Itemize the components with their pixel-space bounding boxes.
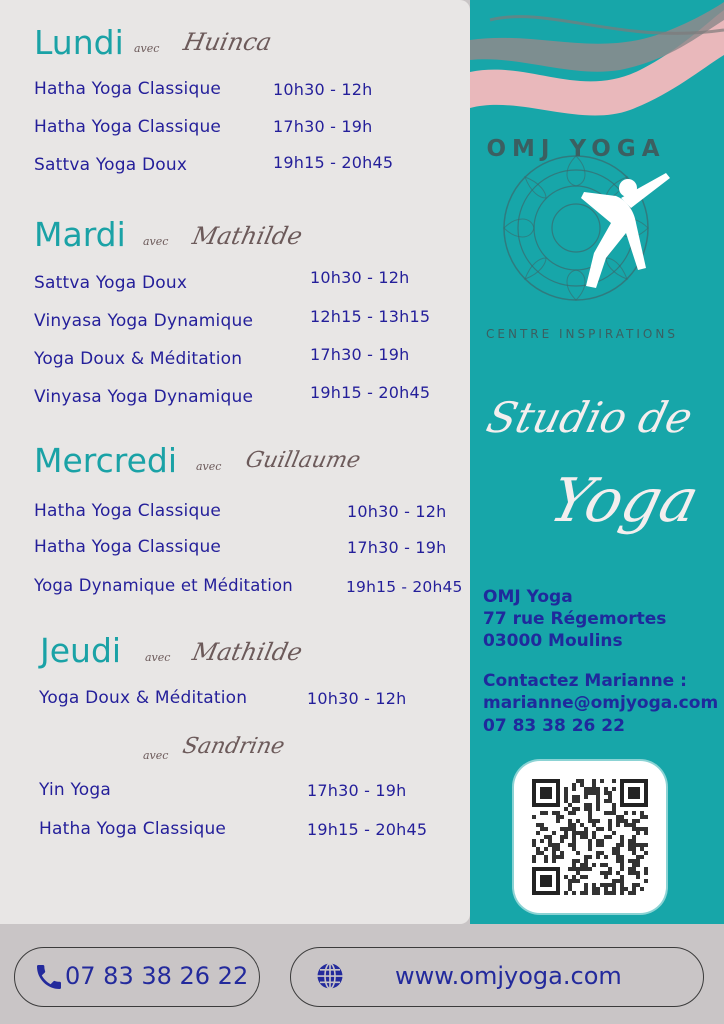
class-name: Hatha Yoga Classique — [34, 79, 222, 99]
day-title-jeudi: Jeudi — [40, 631, 122, 670]
class-name: Vinyasa Yoga Dynamique — [34, 311, 254, 331]
contact-email[interactable]: marianne@omjyoga.com — [483, 693, 719, 713]
class-time: 19h15 - 20h45 — [307, 820, 428, 839]
address-street: 77 rue Régemortes — [483, 609, 667, 629]
class-time: 10h30 - 12h — [307, 689, 407, 708]
avec-label: avec — [143, 235, 169, 248]
day-title-mardi: Mardi — [34, 215, 126, 254]
teacher-name: Sandrine — [180, 734, 287, 759]
class-time: 19h15 - 20h45 — [346, 578, 463, 596]
class-name: Yoga Doux & Méditation — [34, 349, 243, 369]
avec-label: avec — [145, 651, 171, 664]
class-time: 10h30 - 12h — [347, 502, 447, 521]
info-sidebar — [470, 0, 724, 924]
class-time: 19h15 - 20h45 — [273, 153, 394, 172]
class-time: 10h30 - 12h — [310, 268, 410, 287]
day-title-lundi: Lundi — [34, 23, 124, 62]
class-time: 17h30 - 19h — [273, 117, 373, 136]
teacher-name: Mathilde — [190, 638, 305, 666]
ribbon-decoration — [470, 0, 724, 140]
footer-phone-pill[interactable] — [14, 947, 260, 1007]
avec-label: avec — [196, 460, 222, 473]
qr-code-pattern — [532, 779, 648, 895]
class-time: 17h30 - 19h — [307, 781, 407, 800]
address-city: 03000 Moulins — [483, 631, 623, 651]
class-name: Vinyasa Yoga Dynamique — [34, 387, 254, 407]
contact-label: Contactez Marianne : — [483, 671, 687, 691]
avec-label: avec — [134, 42, 160, 55]
class-name: Sattva Yoga Doux — [34, 273, 188, 293]
footer-website-pill[interactable] — [290, 947, 704, 1007]
address-name: OMJ Yoga — [483, 587, 573, 607]
avec-label: avec — [143, 749, 169, 762]
phone-icon — [33, 961, 65, 993]
class-name: Hatha Yoga Classique — [39, 819, 227, 839]
class-time: 12h15 - 13h15 — [310, 307, 431, 326]
class-name: Yin Yoga — [39, 780, 112, 800]
class-time: 17h30 - 19h — [310, 345, 410, 364]
studio-title-line1: Studio de — [481, 393, 698, 442]
class-name: Sattva Yoga Doux — [34, 155, 188, 175]
day-title-mercredi: Mercredi — [34, 441, 178, 480]
class-name: Hatha Yoga Classique — [34, 501, 222, 521]
globe-icon — [315, 961, 345, 991]
class-name: Yoga Doux & Méditation — [39, 688, 248, 708]
teacher-name: Guillaume — [243, 448, 363, 473]
logo-top-text: OMJ YOGA — [486, 136, 666, 162]
footer-phone: 07 83 38 26 22 — [65, 962, 249, 990]
class-name: Hatha Yoga Classique — [34, 117, 222, 137]
class-name: Hatha Yoga Classique — [34, 537, 222, 557]
omj-logo — [470, 120, 724, 360]
class-time: 10h30 - 12h — [273, 80, 373, 99]
class-time: 17h30 - 19h — [347, 538, 447, 557]
studio-title-line2: Yoga — [543, 466, 706, 536]
footer-website: www.omjyoga.com — [395, 962, 622, 990]
class-time: 19h15 - 20h45 — [310, 383, 431, 402]
class-name: Yoga Dynamique et Méditation — [34, 576, 293, 595]
teacher-name: Huinca — [181, 28, 275, 56]
logo-bottom-text: CENTRE INSPIRATIONS — [486, 327, 678, 341]
qr-code[interactable] — [514, 761, 666, 913]
teacher-name: Mathilde — [190, 222, 305, 250]
contact-phone[interactable]: 07 83 38 26 22 — [483, 716, 625, 736]
